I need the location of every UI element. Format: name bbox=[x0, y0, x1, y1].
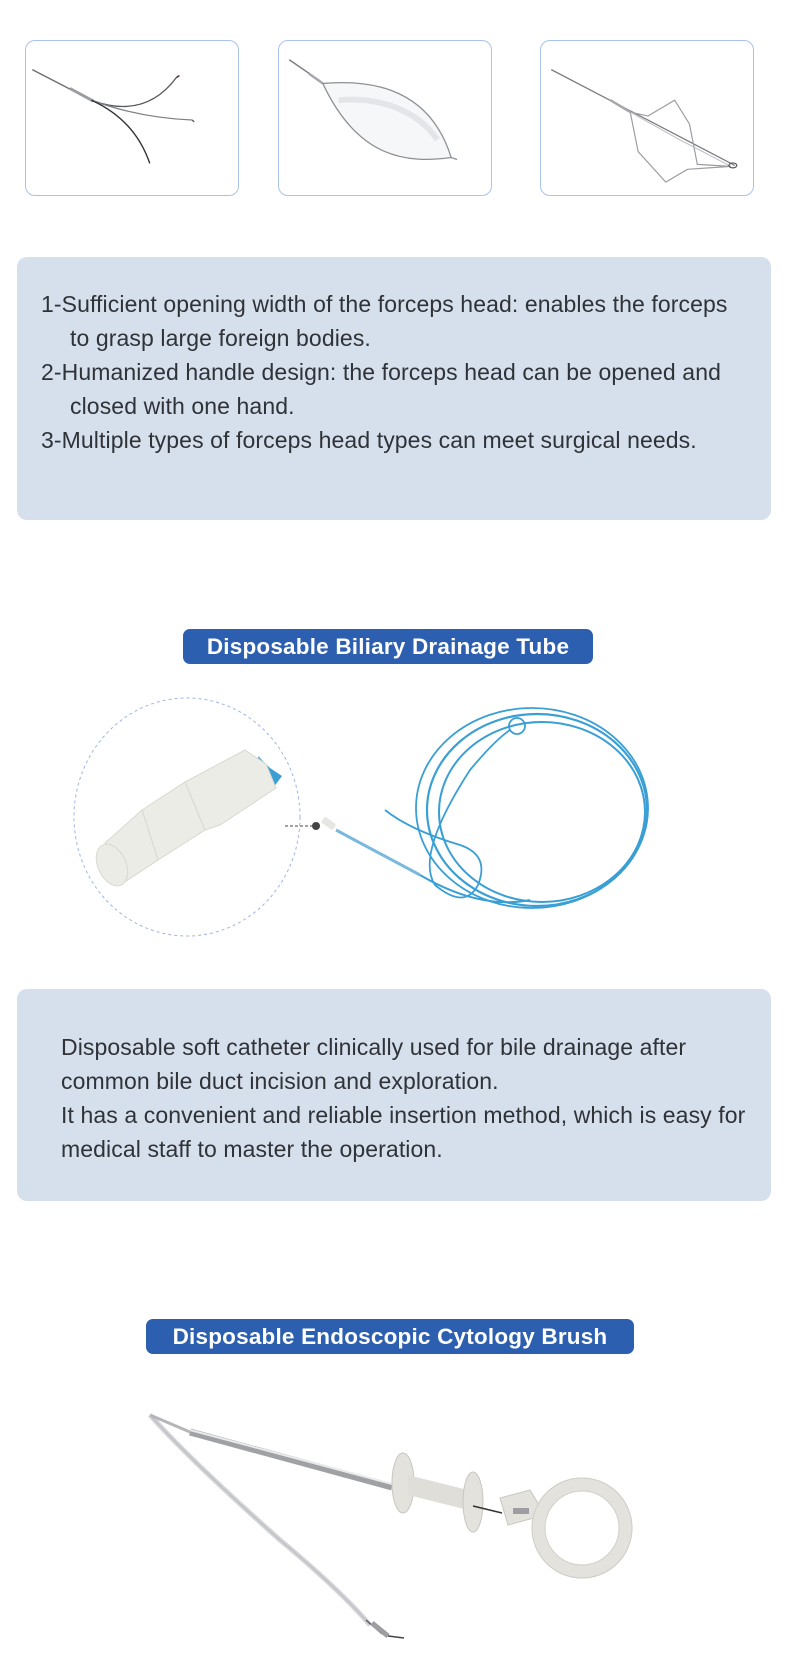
cytology-brush-image bbox=[130, 1380, 650, 1669]
drainage-tube-description-panel bbox=[17, 989, 771, 1201]
features-panel bbox=[17, 257, 771, 520]
cytology-brush-title: Disposable Endoscopic Cytology Brush bbox=[146, 1319, 634, 1354]
feature-item: 1-Sufficient opening width of the forceps head: enables the forceps to grasp large foreign bodies. bbox=[41, 291, 728, 351]
wire-basket-image bbox=[541, 41, 753, 195]
thumbnail-three-prong-forceps[interactable] bbox=[25, 40, 239, 196]
drainage-tube-illustration bbox=[60, 680, 680, 950]
drainage-tube-title: Disposable Biliary Drainage Tube bbox=[183, 629, 593, 664]
description-line: Disposable soft catheter clinically used for bile drainage after common bile duct incision and exploration. bbox=[61, 1034, 687, 1094]
description-line: It has a convenient and reliable insertion method, which is easy for medical staff to master the operation. bbox=[61, 1102, 746, 1162]
cytology-brush-illustration bbox=[130, 1380, 650, 1669]
feature-item: 2-Humanized handle design: the forceps head can be opened and closed with one hand. bbox=[41, 359, 721, 419]
drainage-tube-image bbox=[60, 680, 680, 950]
feature-item: 3-Multiple types of forceps head types can meet surgical needs. bbox=[41, 427, 697, 453]
retrieval-net-image bbox=[279, 41, 491, 195]
three-prong-forceps-image bbox=[26, 41, 238, 195]
thumbnail-retrieval-net[interactable] bbox=[278, 40, 492, 196]
thumbnail-wire-basket[interactable] bbox=[540, 40, 754, 196]
